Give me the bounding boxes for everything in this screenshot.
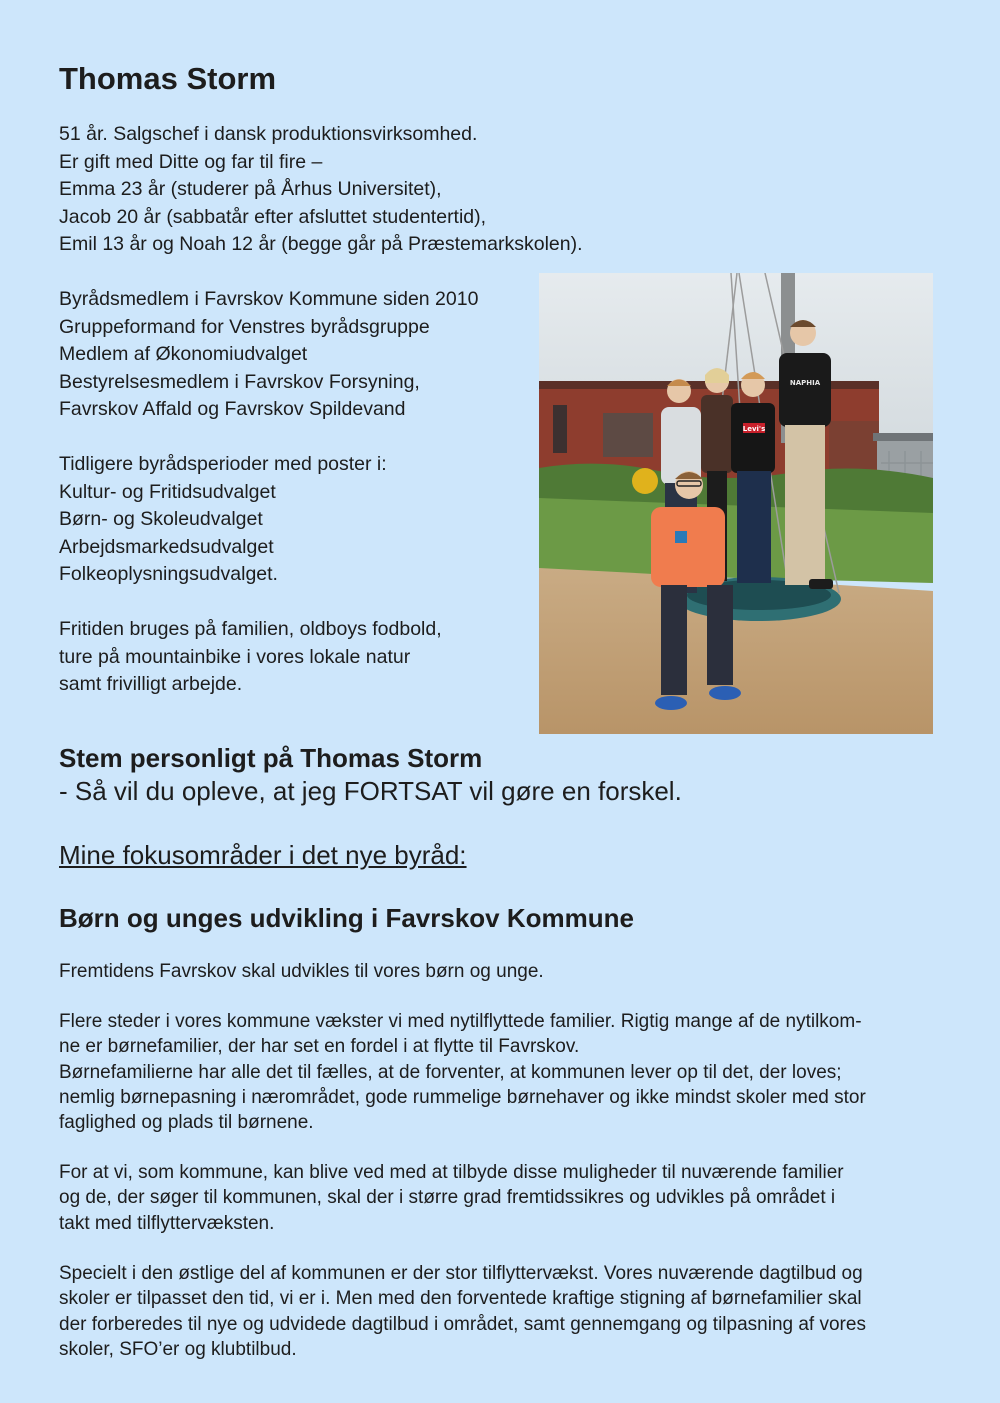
focus-heading: Mine fokusområder i det nye byråd: [59, 840, 467, 870]
intro-line: 51 år. Salgschef i dansk produktionsvirksomhed. [59, 123, 478, 145]
previous-line: Folkeoplysningsudvalget. [59, 563, 278, 585]
previous-block [59, 451, 387, 589]
spare-time-block [59, 616, 442, 699]
position-line: Byrådsmedlem i Favrskov Kommune siden 2010 [59, 288, 479, 310]
paragraph-1 [59, 959, 544, 984]
paragraph-line: skoler, SFO’er og klubtilbud. [59, 1338, 297, 1360]
naphia-shirt-logo: NAPHIA [789, 379, 821, 387]
intro-line: Er gift med Ditte og far til fire – [59, 150, 323, 173]
previous-line: Kultur- og Fritidsudvalget [59, 480, 276, 503]
paragraph-4 [59, 1261, 866, 1362]
paragraph-line: og de, der søger til kommunen, skal der i større grad fremtidssikres og udvikles på området i [59, 1187, 836, 1209]
previous-line: Børn- og Skoleudvalget [59, 508, 263, 530]
candidate-name: Thomas Storm [59, 61, 277, 96]
paragraph-line: faglighed og plads til børnene. [59, 1112, 314, 1134]
paragraph-line: Børnefamilierne har alle det til fælles, at de forventer, at kommunen lever op til det, der loves; [59, 1061, 842, 1083]
position-line: Bestyrelsesmedlem i Favrskov Forsyning, [59, 370, 420, 393]
levis-shirt-logo: Levi's [742, 425, 766, 433]
spare-time-line: ture på mountainbike i vores lokale natur [59, 645, 411, 668]
paragraph-line: nemlig børnepasning i nærområdet, gode rummelige børnehaver og ikke mindst skoler med stor [59, 1086, 866, 1108]
paragraph-line: For at vi, som kommune, kan blive ved med at tilbyde disse muligheder til nuværende familier [59, 1162, 844, 1183]
intro-block [59, 121, 583, 259]
spare-time-line: Fritiden bruges på familien, oldboys fodbold, [59, 618, 442, 640]
paragraph-line: Flere steder i vores kommune vækster vi med nytilflyttede familier. Rigtig mange af de nytilkom- [59, 1011, 862, 1032]
position-line: Favrskov Affald og Favrskov Spildevand [59, 398, 406, 420]
paragraph-3 [59, 1160, 844, 1236]
intro-line: Jacob 20 år (sabbatår efter afsluttet studentertid), [59, 205, 487, 228]
previous-line: Arbejdsmarkedsudvalget [59, 535, 274, 558]
paragraph-line: Fremtidens Favrskov skal udvikles til vores børn og unge. [59, 961, 544, 982]
intro-line: Emma 23 år (studerer på Århus Universitet), [59, 178, 442, 200]
position-line: Gruppeformand for Venstres byrådsgruppe [59, 315, 430, 338]
spare-time-line: samt frivilligt arbejde. [59, 673, 243, 695]
person-boy-levis [731, 372, 775, 583]
person-boy-tall [779, 320, 833, 589]
position-line: Medlem af Økonomiudvalget [59, 343, 308, 365]
positions-block [59, 286, 478, 424]
family-photo [539, 273, 933, 734]
section-heading: Børn og unges udvikling i Favrskov Kommune [59, 903, 634, 933]
paragraph-2 [59, 1009, 866, 1135]
paragraph-line: skoler er tilpasset den tid, vi er i. Men med den forventede kraftige stigning af børnefamilier skal [59, 1288, 862, 1310]
vote-title: Stem personligt på Thomas Storm [59, 743, 483, 773]
paragraph-line: takt med tilflyttervæksten. [59, 1212, 275, 1234]
previous-line: Tidligere byrådsperioder med poster i: [59, 453, 387, 475]
intro-line: Emil 13 år og Noah 12 år (begge går på Præstemarkskolen). [59, 233, 583, 255]
paragraph-line: ne er børnefamilier, der har set en fordel i at flytte til Favrskov. [59, 1036, 580, 1058]
football [632, 468, 658, 494]
paragraph-line: Specielt i den østlige del af kommunen er der stor tilflyttervækst. Vores nuværende dagtilbud og [59, 1263, 863, 1284]
paragraph-line: der forberedes til nye og udvidede dagtilbud i området, samt gennemgang og tilpasning af vores [59, 1313, 866, 1335]
vote-subtitle: - Så vil du opleve, at jeg FORTSAT vil gøre en forskel. [59, 776, 682, 806]
